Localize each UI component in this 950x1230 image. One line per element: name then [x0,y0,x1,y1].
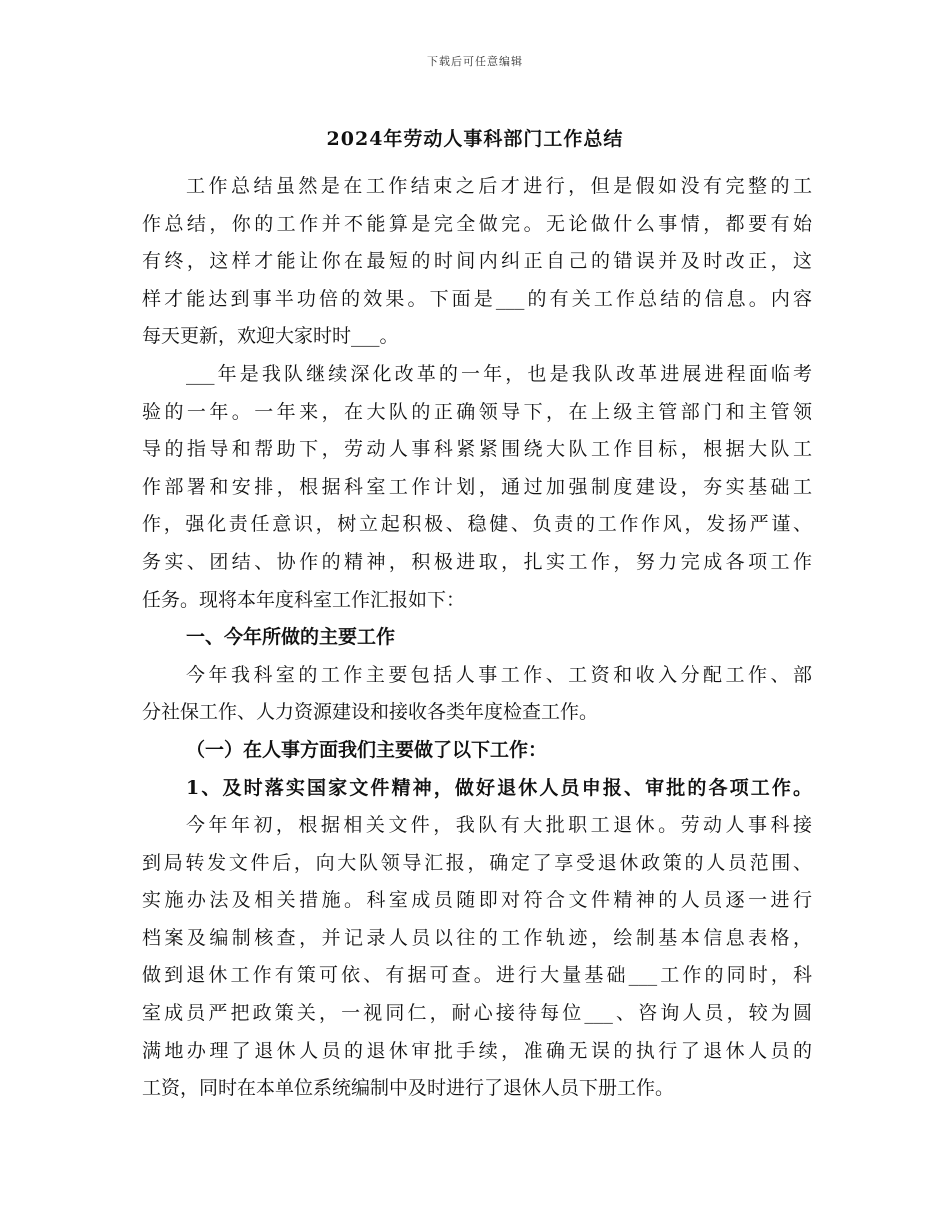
subsection-heading: （一）在人事方面我们主要做了以下工作： [186,738,548,761]
paragraph-line: 室成员严把政策关，一视同仁，耐心接待每位___、咨询人员，较为圆 [142,1002,812,1025]
paragraph-line: 作，强化责任意识，树立起积极、稳健、负责的工作作风，发扬严谨、 [142,513,812,536]
paragraph-line: 任务。现将本年度科室工作汇报如下： [142,588,466,611]
paragraph-line: 今年年初，根据相关文件，我队有大批职工退休。劳动人事科接 [186,814,812,837]
paragraph-line: ___年是我队继续深化改革的一年，也是我队改革进展进程面临考 [186,362,812,385]
paragraph-line: 每天更新，欢迎大家时时___。 [142,325,399,348]
paragraph-line: 实施办法及相关措施。科室成员随即对符合文件精神的人员逐一进行 [142,889,812,912]
section-heading: 一、今年所做的主要工作 [186,626,396,649]
paragraph-line: 务实、团结、协作的精神，积极进取，扎实工作，努力完成各项工作 [142,550,812,573]
paragraph-line: 分社保工作、人力资源建设和接收各类年度检查工作。 [142,701,599,724]
document-title: 2024年劳动人事科部门工作总结 [326,128,624,150]
item-heading: 1、及时落实国家文件精神，做好退休人员申报、审批的各项工作。 [186,776,812,799]
document-body [142,168,812,1108]
paragraph-line: 今年我科室的工作主要包括人事工作、工资和收入分配工作、部 [186,663,812,686]
paragraph-line: 导的指导和帮助下，劳动人事科紧紧围绕大队工作目标，根据大队工 [142,438,812,461]
paragraph-line: 样才能达到事半功倍的效果。下面是___的有关工作总结的信息。内容 [142,287,812,310]
paragraph-line: 工作总结虽然是在工作结束之后才进行，但是假如没有完整的工 [186,175,812,197]
paragraph-line: 满地办理了退休人员的退休审批手续，准确无误的执行了退休人员的 [142,1039,812,1062]
paragraph-line: 档案及编制核查，并记录人员以往的工作轨迹，绘制基本信息表格， [142,926,812,949]
header-note: 下载后可任意编辑 [427,55,523,68]
paragraph-line: 到局转发文件后，向大队领导汇报，确定了享受退休政策的人员范围、 [142,851,812,874]
paragraph-line: 工资，同时在本单位系统编制中及时进行了退休人员下册工作。 [142,1077,675,1100]
paragraph-line: 有终，这样才能让你在最短的时间内纠正自己的错误并及时改正，这 [142,250,812,273]
paragraph-line: 作部署和安排，根据科室工作计划，通过加强制度建设，夯实基础工 [142,475,812,498]
paragraph-line: 验的一年。一年来，在大队的正确领导下，在上级主管部门和主管领 [142,400,812,423]
paragraph-line: 做到退休工作有策可依、有据可查。进行大量基础___工作的同时，科 [142,964,812,987]
paragraph-line: 作总结，你的工作并不能算是完全做完。无论做什么事情，都要有始 [142,212,812,235]
